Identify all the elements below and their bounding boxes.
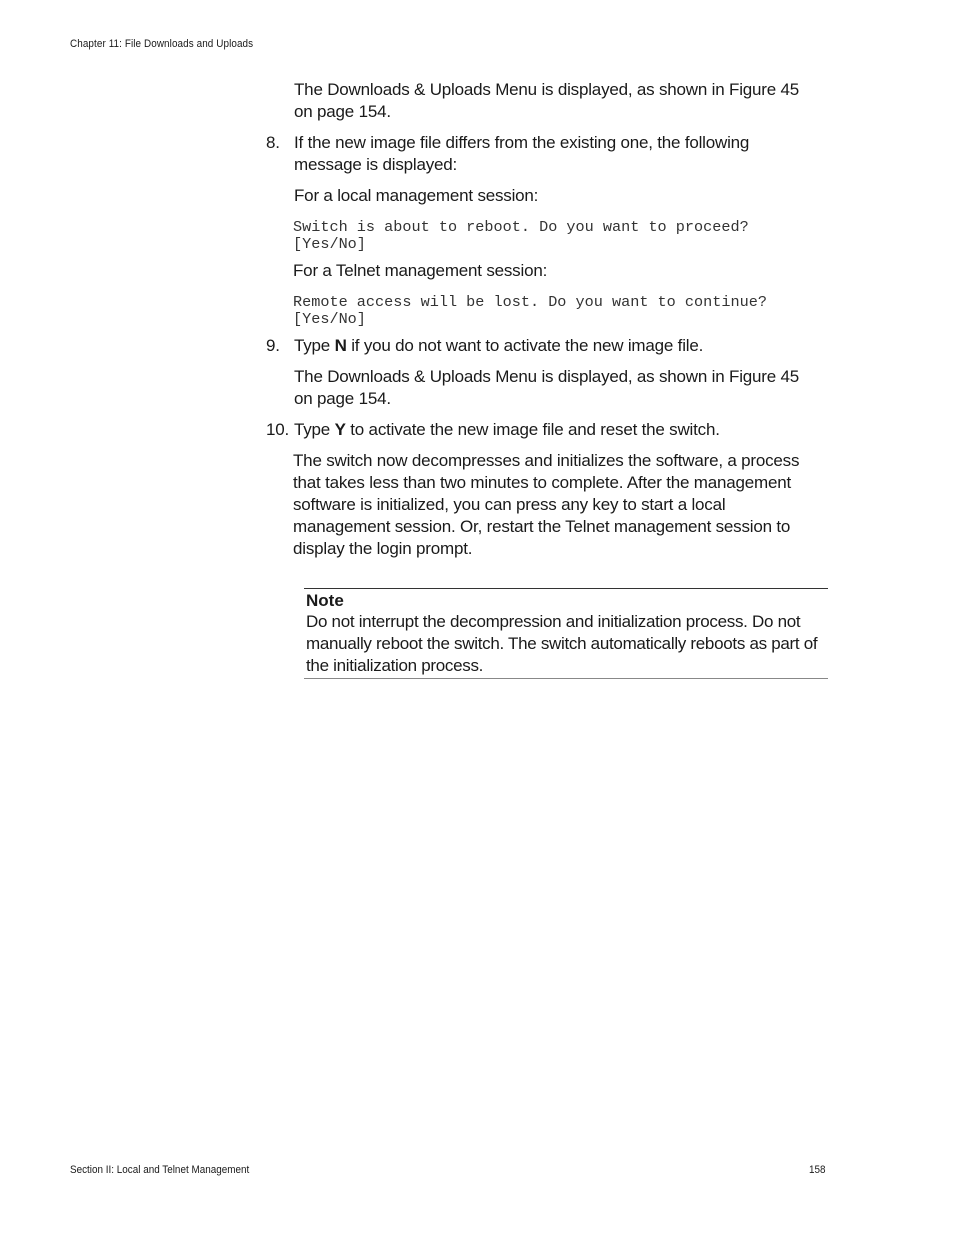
local-session-label: For a local management session: (294, 186, 539, 205)
intro-paragraph: The Downloads & Uploads Menu is displayed, as shown in Figure 45 on page 154. (294, 80, 800, 121)
step-10-post: to activate the new image file and reset the switch. (345, 420, 720, 439)
page-number: 158 (809, 1164, 826, 1176)
step-10-key: Y (334, 420, 346, 439)
step-9-pre: Type (294, 336, 335, 355)
telnet-session-message-line-1: Remote access will be lost. Do you want to continue? (293, 293, 767, 311)
running-header: Chapter 11: File Downloads and Uploads (70, 38, 254, 50)
step-9-key: N (334, 336, 347, 355)
step-8-text: If the new image file differs from the existing one, the following message is displayed: (294, 133, 750, 174)
step-10-text (294, 419, 814, 441)
note-title: Note (306, 591, 344, 610)
after-step-10-paragraph: The switch now decompresses and initializes the software, a process that takes less than two minutes to complete. After the management software is initialized, you can press any key to start a local management session. Or, restart the Telnet management session to display the login prompt. (293, 451, 800, 558)
step-8-number: 8. (266, 133, 280, 152)
telnet-session-label: For a Telnet management session: (293, 261, 548, 280)
running-footer-section: Section II: Local and Telnet Management (70, 1164, 250, 1176)
step-9-number: 9. (266, 336, 280, 355)
note-body: Do not interrupt the decompression and initialization process. Do not manually reboot the switch. The switch automatically reboots as part of the initialization process. (306, 612, 818, 675)
telnet-session-message-line-2: [Yes/No] (293, 310, 366, 328)
step-10-pre: Type (294, 420, 335, 439)
step-9-text (294, 335, 814, 357)
note-box (304, 588, 828, 679)
after-step-9-paragraph: The Downloads & Uploads Menu is displayed, as shown in Figure 45 on page 154. (294, 367, 800, 408)
local-session-message-line-1: Switch is about to reboot. Do you want to proceed? (293, 218, 749, 236)
local-session-message-line-2: [Yes/No] (293, 235, 366, 253)
step-10-number: 10. (266, 420, 290, 439)
step-9-post: if you do not want to activate the new image file. (346, 336, 704, 355)
